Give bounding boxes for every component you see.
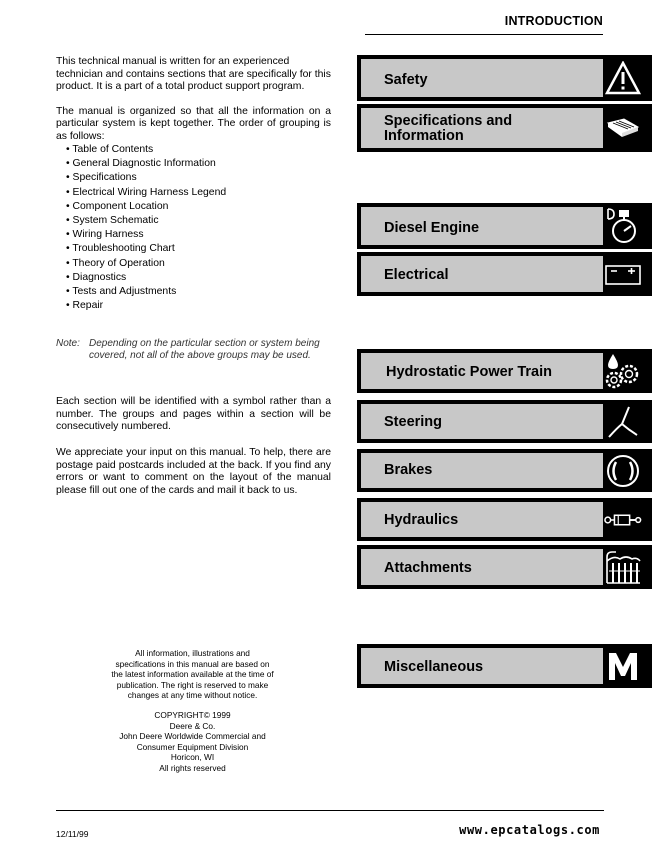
copyright-line: All rights reserved — [159, 762, 226, 773]
disclaimer-line: publication. The right is reserved to make — [116, 679, 269, 690]
battery-icon — [604, 256, 642, 292]
tab-label-line-1: Specifications and — [384, 113, 513, 129]
intro-paragraph-2: The manual is organized so that all the information on a particular system is kept together. The order of grouping is as follows: — [56, 105, 331, 142]
letter-m-icon — [604, 648, 642, 684]
safety-warning-icon — [604, 59, 642, 97]
tab-label-line-2: Information — [384, 128, 464, 144]
intro-paragraph-1: This technical manual is written for an experienced technician and contains sections that are specifically for this product. It is a part of a total product support program. — [56, 56, 331, 92]
copyright-block — [100, 648, 285, 774]
note-text: Depending on the particular section or system being covered, not all of the above groups may be used. — [89, 338, 320, 361]
tab-label: Miscellaneous — [384, 659, 484, 675]
tab-label: Hydrostatic Power Train — [386, 364, 552, 380]
list-item: • Troubleshooting Chart — [66, 243, 175, 255]
tab-label: Hydraulics — [384, 512, 459, 528]
footer-date: 12/11/99 — [56, 829, 89, 839]
tab-label: Steering — [384, 414, 443, 430]
list-item: • Repair — [66, 300, 104, 312]
tab-electrical[interactable] — [357, 252, 652, 296]
disclaimer-line: the latest information available at the time of — [111, 669, 274, 680]
disclaimer-line: changes at any time without notice. — [127, 690, 258, 701]
note — [56, 338, 331, 362]
intro-paragraph-3: Each section will be identified with a symbol rather than a number. The groups and pages within a section will be consecutively numbered. — [56, 396, 331, 432]
page-title: INTRODUCTION — [504, 14, 603, 28]
tab-hydraulics[interactable] — [357, 498, 652, 541]
list-item: • Wiring Harness — [66, 229, 144, 241]
tab-label: Electrical — [384, 267, 449, 283]
footer-rule — [56, 810, 604, 811]
tab-label: Safety — [384, 72, 428, 88]
list-item: • General Diagnostic Information — [66, 158, 216, 170]
attachment-blower-icon — [604, 549, 642, 585]
tab-specifications-information[interactable] — [357, 104, 652, 152]
disclaimer-line: All information, illustrations and — [135, 648, 250, 658]
hydrostatic-gears-icon — [604, 353, 642, 389]
diesel-engine-icon — [604, 207, 642, 245]
list-item: • Tests and Adjustments — [66, 286, 177, 298]
tab-diesel-engine[interactable] — [357, 203, 652, 249]
hydraulic-cylinder-icon — [604, 502, 642, 537]
steering-icon — [604, 404, 642, 439]
footer-url: www.epcatalogs.com — [459, 823, 600, 837]
page-header — [365, 14, 603, 35]
copyright-line: COPYRIGHT© 1999 — [154, 709, 231, 720]
list-item: • Specifications — [66, 172, 137, 184]
copyright-line: Horicon, WI — [170, 752, 215, 763]
copyright-line: John Deere Worldwide Commercial and — [119, 731, 266, 742]
tab-safety[interactable] — [357, 55, 652, 101]
brake-drum-icon — [604, 453, 642, 488]
tab-attachments[interactable] — [357, 545, 652, 589]
list-item: • System Schematic — [66, 215, 159, 227]
list-item: • Diagnostics — [66, 271, 127, 283]
grouping-list — [66, 143, 331, 313]
tab-label: Brakes — [384, 462, 433, 478]
intro-column — [56, 56, 331, 313]
list-item: • Component Location — [66, 200, 169, 212]
copyright-line: Deere & Co. — [169, 720, 216, 731]
disclaimer-line: specifications in this manual are based on — [115, 658, 270, 669]
tab-miscellaneous[interactable] — [357, 644, 652, 688]
intro-paragraph-4: We appreciate your input on this manual. To help, there are postage paid postcards included at the back. If you find any errors or want to comment on the layout of the manual please fill out one of the cards and mail it back to us. — [56, 447, 331, 496]
tab-brakes[interactable] — [357, 449, 652, 492]
tab-hydrostatic-power-train[interactable] — [357, 349, 652, 393]
note-label: Note: — [56, 338, 80, 349]
tab-label: Attachments — [384, 560, 472, 576]
tab-label: Diesel Engine — [384, 220, 480, 236]
open-book-icon — [604, 108, 642, 148]
list-item: • Electrical Wiring Harness Legend — [66, 186, 227, 198]
list-item: • Table of Contents — [66, 144, 154, 155]
list-item: • Theory of Operation — [66, 257, 165, 269]
copyright-line: Consumer Equipment Division — [136, 741, 249, 752]
tab-steering[interactable] — [357, 400, 652, 443]
